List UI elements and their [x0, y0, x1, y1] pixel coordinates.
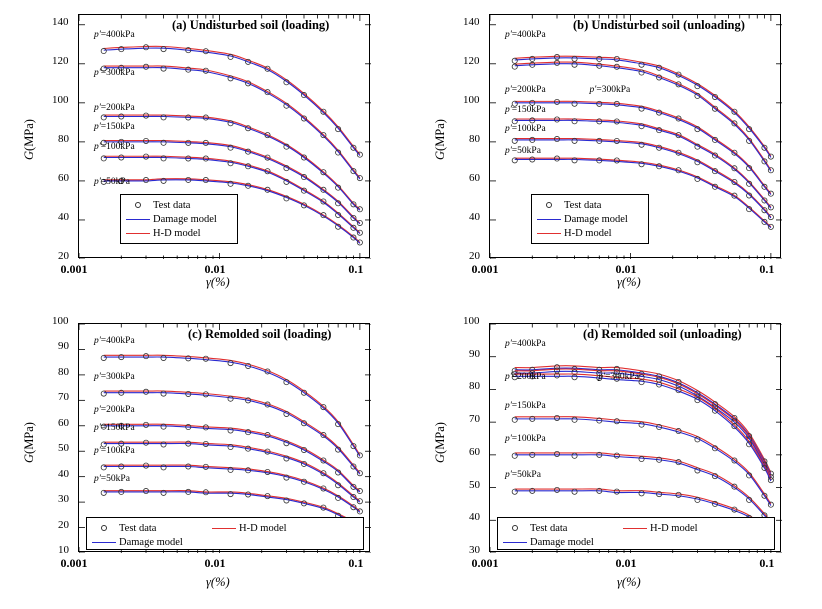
y-tick-label: 40	[469, 511, 480, 524]
series-pressure-label: p'=400kPa	[94, 30, 135, 41]
legend-item	[121, 226, 237, 240]
legend-label: Damage model	[153, 213, 217, 225]
legend-label: H-D model	[239, 522, 287, 534]
panel-d-x-label: γ(%)	[617, 575, 641, 589]
legend-label: Test data	[564, 199, 602, 211]
y-tick-label: 20	[58, 518, 69, 531]
x-tick-label: 0.1	[759, 556, 775, 570]
panel-c-x-label: γ(%)	[206, 575, 230, 589]
legend-line-icon	[125, 233, 151, 234]
series-pressure-label: p'=400kPa	[505, 338, 546, 349]
panel-b	[411, 0, 822, 300]
legend-item	[121, 212, 237, 226]
legend-marker-icon	[536, 202, 562, 208]
legend-line-icon	[536, 219, 562, 220]
legend-line-icon	[91, 542, 117, 543]
line-swatch-icon	[126, 219, 150, 220]
x-tick-label: 0.001	[60, 262, 88, 276]
y-tick-label: 60	[469, 445, 480, 458]
series-pressure-label: p'=50kPa	[505, 469, 541, 480]
legend-marker-icon	[91, 525, 117, 531]
y-tick-label: 70	[58, 391, 69, 404]
series-pressure-label: p'=200kPa	[94, 102, 135, 113]
legend-item	[498, 535, 618, 549]
y-tick-label: 10	[58, 544, 69, 556]
panel-d-y-label: G(MPa)	[433, 422, 447, 463]
legend-label: Damage model	[564, 213, 628, 225]
legend-item	[532, 212, 648, 226]
series-pressure-label: p'=300kPa	[589, 85, 631, 96]
series-pressure-label: p'=400kPa	[94, 336, 135, 347]
line-swatch-icon	[126, 233, 150, 234]
legend-item	[121, 198, 237, 212]
panel-a	[0, 0, 411, 300]
x-tick-label: 0.01	[204, 262, 226, 276]
series-pressure-label: p'=100kPa	[94, 141, 135, 152]
x-tick-label: 0.001	[60, 556, 88, 570]
panel-d-legend	[497, 517, 775, 550]
series-pressure-label: p'=400kPa	[505, 30, 546, 41]
x-tick-label: 0.1	[348, 262, 364, 276]
legend-line-icon	[125, 219, 151, 220]
legend-item	[498, 521, 618, 535]
panel-a-legend	[120, 194, 238, 244]
series-pressure-label: p'=200kPa	[505, 85, 546, 96]
y-tick-label: 100	[52, 315, 69, 327]
y-tick-label: 90	[469, 347, 480, 360]
y-tick-label: 40	[469, 210, 480, 223]
y-tick-label: 60	[58, 171, 69, 184]
line-swatch-icon	[537, 233, 561, 234]
x-tick-label: 0.01	[615, 262, 637, 276]
series-pressure-label: p'=100kPa	[505, 433, 546, 444]
open-circle-icon	[135, 202, 141, 208]
y-tick-label: 20	[58, 250, 69, 262]
line-swatch-icon	[503, 542, 527, 543]
y-tick-label: 30	[469, 544, 480, 556]
legend-line-icon	[622, 528, 648, 529]
legend-label: H-D model	[153, 227, 201, 239]
y-tick-label: 120	[463, 54, 480, 67]
panel-b-y-label: G(MPa)	[433, 119, 447, 160]
panel-a-y-label: G(MPa)	[22, 119, 36, 160]
series-pressure-label: p'=300kPa	[94, 67, 135, 78]
panel-c-legend	[86, 517, 364, 550]
y-tick-label: 20	[469, 250, 480, 262]
series-pressure-label: p'=150kPa	[505, 401, 546, 412]
open-circle-icon	[101, 525, 107, 531]
legend-item	[532, 198, 648, 212]
panel-b-title: (b) Undisturbed soil (unloading)	[573, 18, 745, 32]
y-tick-label: 90	[58, 340, 69, 353]
panel-d	[411, 305, 822, 609]
legend-marker-icon	[125, 202, 151, 208]
y-tick-label: 60	[469, 171, 480, 184]
y-tick-label: 80	[58, 132, 69, 145]
x-tick-label: 0.001	[471, 262, 499, 276]
y-tick-label: 100	[463, 93, 480, 106]
panel-b-legend	[531, 194, 649, 244]
legend-line-icon	[502, 542, 528, 543]
x-tick-label: 0.01	[204, 556, 226, 570]
series-pressure-label: p'=100kPa	[505, 124, 546, 135]
open-circle-icon	[512, 525, 518, 531]
legend-item	[87, 535, 207, 549]
series-pressure-label: p'=300kPa	[598, 371, 639, 382]
series-pressure-label: p'=50kPa	[94, 473, 130, 484]
series-pressure-label: p'=150kPa	[505, 104, 546, 115]
legend-item	[532, 226, 648, 240]
line-swatch-icon	[623, 528, 647, 529]
y-tick-label: 70	[469, 413, 480, 426]
series-pressure-label: p'=200kPa	[94, 405, 135, 416]
y-tick-label: 50	[469, 478, 480, 491]
open-circle-icon	[546, 202, 552, 208]
y-tick-label: 100	[52, 93, 69, 106]
y-tick-label: 60	[58, 416, 69, 429]
y-tick-label: 80	[58, 365, 69, 378]
series-pressure-label: p'=50kPa	[505, 145, 541, 156]
panel-a-title: (a) Undisturbed soil (loading)	[172, 18, 330, 32]
y-tick-label: 140	[463, 15, 480, 28]
y-tick-label: 50	[58, 442, 69, 455]
y-tick-label: 80	[469, 380, 480, 393]
legend-label: Damage model	[530, 536, 594, 548]
x-tick-label: 0.1	[759, 262, 775, 276]
legend-label: Test data	[530, 522, 568, 534]
series-pressure-label: p'=150kPa	[94, 422, 135, 433]
panel-c-title: (c) Remolded soil (loading)	[188, 327, 332, 341]
x-tick-label: 0.1	[348, 556, 364, 570]
panel-c-y-label: G(MPa)	[22, 422, 36, 463]
y-tick-label: 40	[58, 210, 69, 223]
legend-line-icon	[211, 528, 237, 529]
x-tick-label: 0.001	[471, 556, 499, 570]
series-pressure-label: p'=50kPa	[94, 176, 130, 187]
panel-c	[0, 305, 411, 609]
legend-label: Damage model	[119, 536, 183, 548]
legend-label: Test data	[153, 199, 191, 211]
legend-line-icon	[536, 233, 562, 234]
legend-label: Test data	[119, 522, 157, 534]
series-pressure-label: p'=150kPa	[94, 122, 135, 133]
legend-item	[618, 521, 768, 535]
series-pressure-label: p'=300kPa	[94, 371, 135, 382]
line-swatch-icon	[212, 528, 236, 529]
panel-a-x-label: γ(%)	[206, 275, 230, 289]
legend-marker-icon	[502, 525, 528, 531]
series-pressure-label: p'=200kPa	[505, 371, 546, 382]
panel-b-x-label: γ(%)	[617, 275, 641, 289]
y-tick-label: 140	[52, 15, 69, 28]
line-swatch-icon	[537, 219, 561, 220]
y-tick-label: 30	[58, 493, 69, 506]
y-tick-label: 120	[52, 54, 69, 67]
y-tick-label: 40	[58, 467, 69, 480]
legend-label: H-D model	[564, 227, 612, 239]
legend-item	[207, 521, 357, 535]
y-tick-label: 100	[463, 315, 480, 327]
y-tick-label: 80	[469, 132, 480, 145]
line-swatch-icon	[92, 542, 116, 543]
x-tick-label: 0.01	[615, 556, 637, 570]
legend-item	[87, 521, 207, 535]
legend-label: H-D model	[650, 522, 698, 534]
panel-d-title: (d) Remolded soil (unloading)	[583, 327, 742, 341]
series-pressure-label: p'=100kPa	[94, 445, 135, 456]
